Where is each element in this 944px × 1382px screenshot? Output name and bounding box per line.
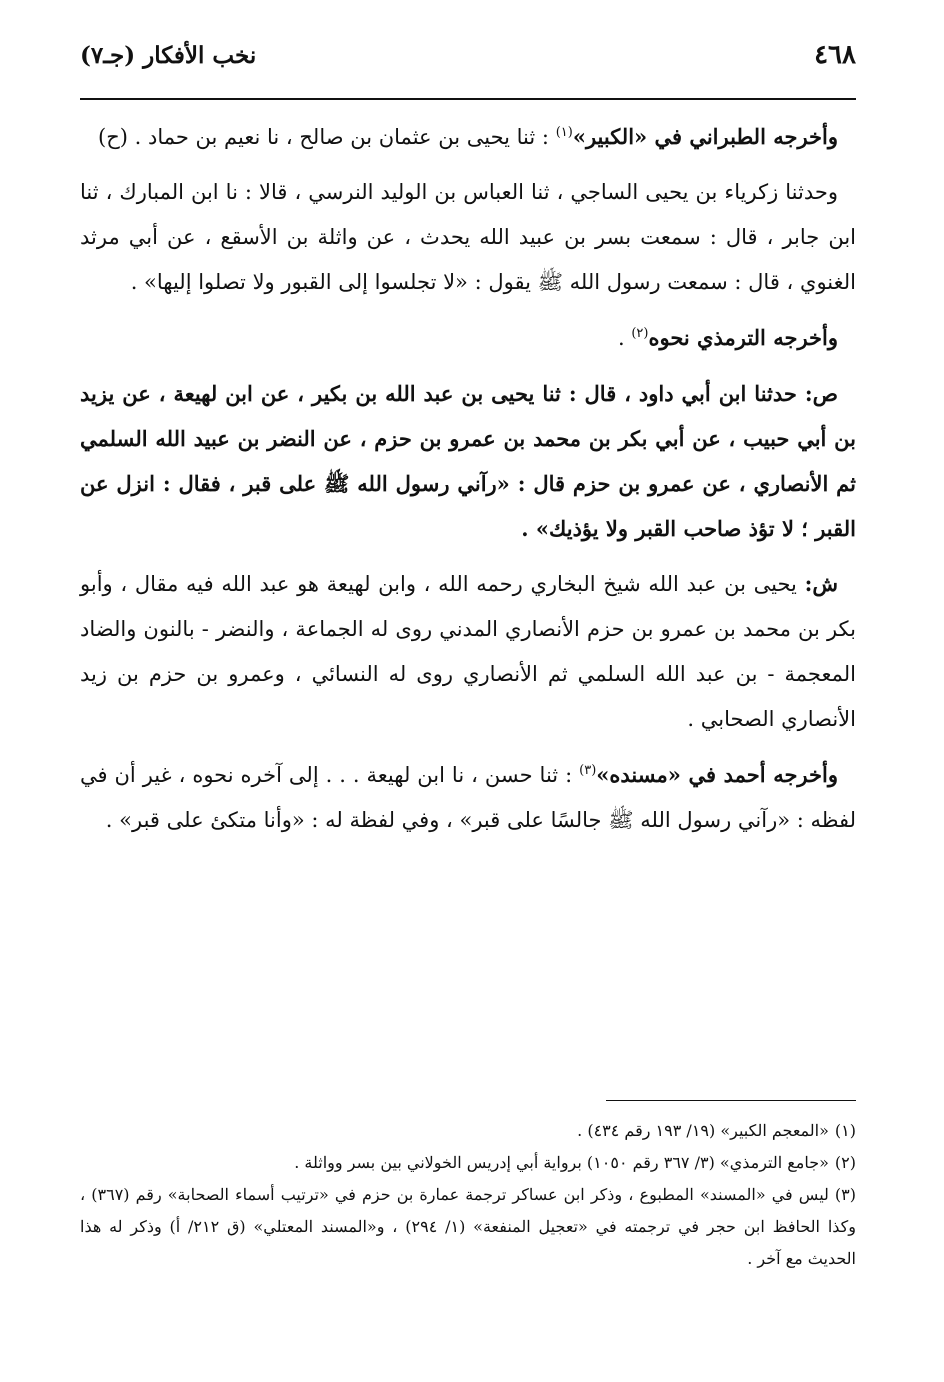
main-text [80, 114, 856, 843]
footnote-3-number: (٣) [834, 1185, 856, 1204]
footnote-2-number: (٢) [834, 1153, 856, 1172]
book-page [80, 40, 856, 1342]
footnote-ref-1[interactable]: (١) [555, 125, 573, 140]
footnotes [80, 1115, 856, 1275]
paragraph-4-prefix: ص: [804, 381, 838, 406]
paragraph-1-lead: وأخرجه الطبراني في «الكبير» [572, 124, 838, 149]
paragraph-1-text: : ثنا يحيى بن عثمان بن صالح ، نا نعيم بن حماد . (ح) [98, 125, 549, 149]
footnote-divider [606, 1100, 856, 1101]
footnote-3 [80, 1179, 856, 1275]
footnote-ref-3[interactable]: (٣) [579, 763, 597, 778]
paragraph-4 [80, 371, 856, 551]
footnote-1-text: «المعجم الكبير» (١٩/ ١٩٣ رقم ٤٣٤) . [577, 1121, 829, 1140]
paragraph-5-prefix: ش: [804, 571, 838, 596]
footnote-ref-2[interactable]: (٢) [631, 326, 649, 341]
paragraph-5-text: يحيى بن عبد الله شيخ البخاري رحمه الله ، وابن لهيعة هو عبد الله فيه مقال ، وأبو بكر بن محمد بن عمرو بن حزم الأنصاري المدني روى له الجماعة ، والنضر - بالنون والضاد المعجمة - بن عبد الله السلمي ثم الأنصاري روى له النسائي ، وعمرو بن حزم بن زيد الأنصاري الصحابي . [80, 572, 856, 731]
footnote-1 [80, 1115, 856, 1147]
paragraph-6-text: : ثنا حسن ، نا ابن لهيعة . . . إلى آخره نحوه ، غير أن في لفظه : «رآني رسول الله ﷺ جالسًا على قبر» ، وفي لفظة له : «وأنا متكئ على قبر» . [80, 763, 856, 832]
book-title: نخب الأفكار (جـ٧) [80, 42, 257, 69]
paragraph-3 [80, 315, 856, 361]
paragraph-2 [80, 170, 856, 305]
paragraph-5 [80, 561, 856, 742]
paragraph-4-text: حدثنا ابن أبي داود ، قال : ثنا يحيى بن عبد الله بن بكير ، عن ابن لهيعة ، عن يزيد بن أبي حبيب ، عن أبي بكر بن محمد بن عمرو بن حزم ، عن النضر بن عبيد الله السلمي ثم الأنصاري ، عن عمرو بن حزم قال : «رآني رسول الله ﷺ على قبر ، فقال : انزل عن القبر ؛ لا تؤذ صاحب القبر ولا يؤذيك» . [80, 381, 856, 541]
paragraph-6 [80, 752, 856, 843]
paragraph-2-text: وحدثنا زكرياء بن يحيى الساجي ، ثنا العباس بن الوليد النرسي ، قالا : نا ابن المبارك ، ثنا ابن جابر ، قال : سمعت بسر بن عبيد الله يحدث ، عن واثلة بن الأسقع ، عن أبي مرثد الغنوي ، قال : سمعت رسول الله ﷺ يقول : «لا تجلسوا إلى القبور ولا تصلوا إليها» . [80, 180, 856, 294]
footnote-2-text: «جامع الترمذي» (٣/ ٣٦٧ رقم ١٠٥٠) برواية أبي إدريس الخولاني بين بسر وواثلة . [294, 1153, 829, 1172]
paragraph-1 [80, 114, 856, 160]
page-header [80, 40, 856, 100]
footnote-1-number: (١) [834, 1121, 856, 1140]
paragraph-3-text: . [617, 326, 625, 350]
footnote-2 [80, 1147, 856, 1179]
paragraph-3-lead: وأخرجه الترمذي نحوه [648, 325, 838, 350]
page-number: ٤٦٨ [814, 40, 856, 70]
footnote-3-text: ليس في «المسند» المطبوع ، وذكر ابن عساكر ترجمة عمارة بن حزم في «ترتيب أسماء الصحابة» رقم (٣٦٧) ، وكذا الحافظ ابن حجر في ترجمته في «تعجيل المنفعة» (١/ ٢٩٤) ، و«المسند المعتلي» (ق ٢١٢/ أ) وذكر له هذا الحديث مع آخر . [80, 1185, 857, 1268]
paragraph-6-lead: وأخرجه أحمد في «مسنده» [596, 762, 838, 787]
